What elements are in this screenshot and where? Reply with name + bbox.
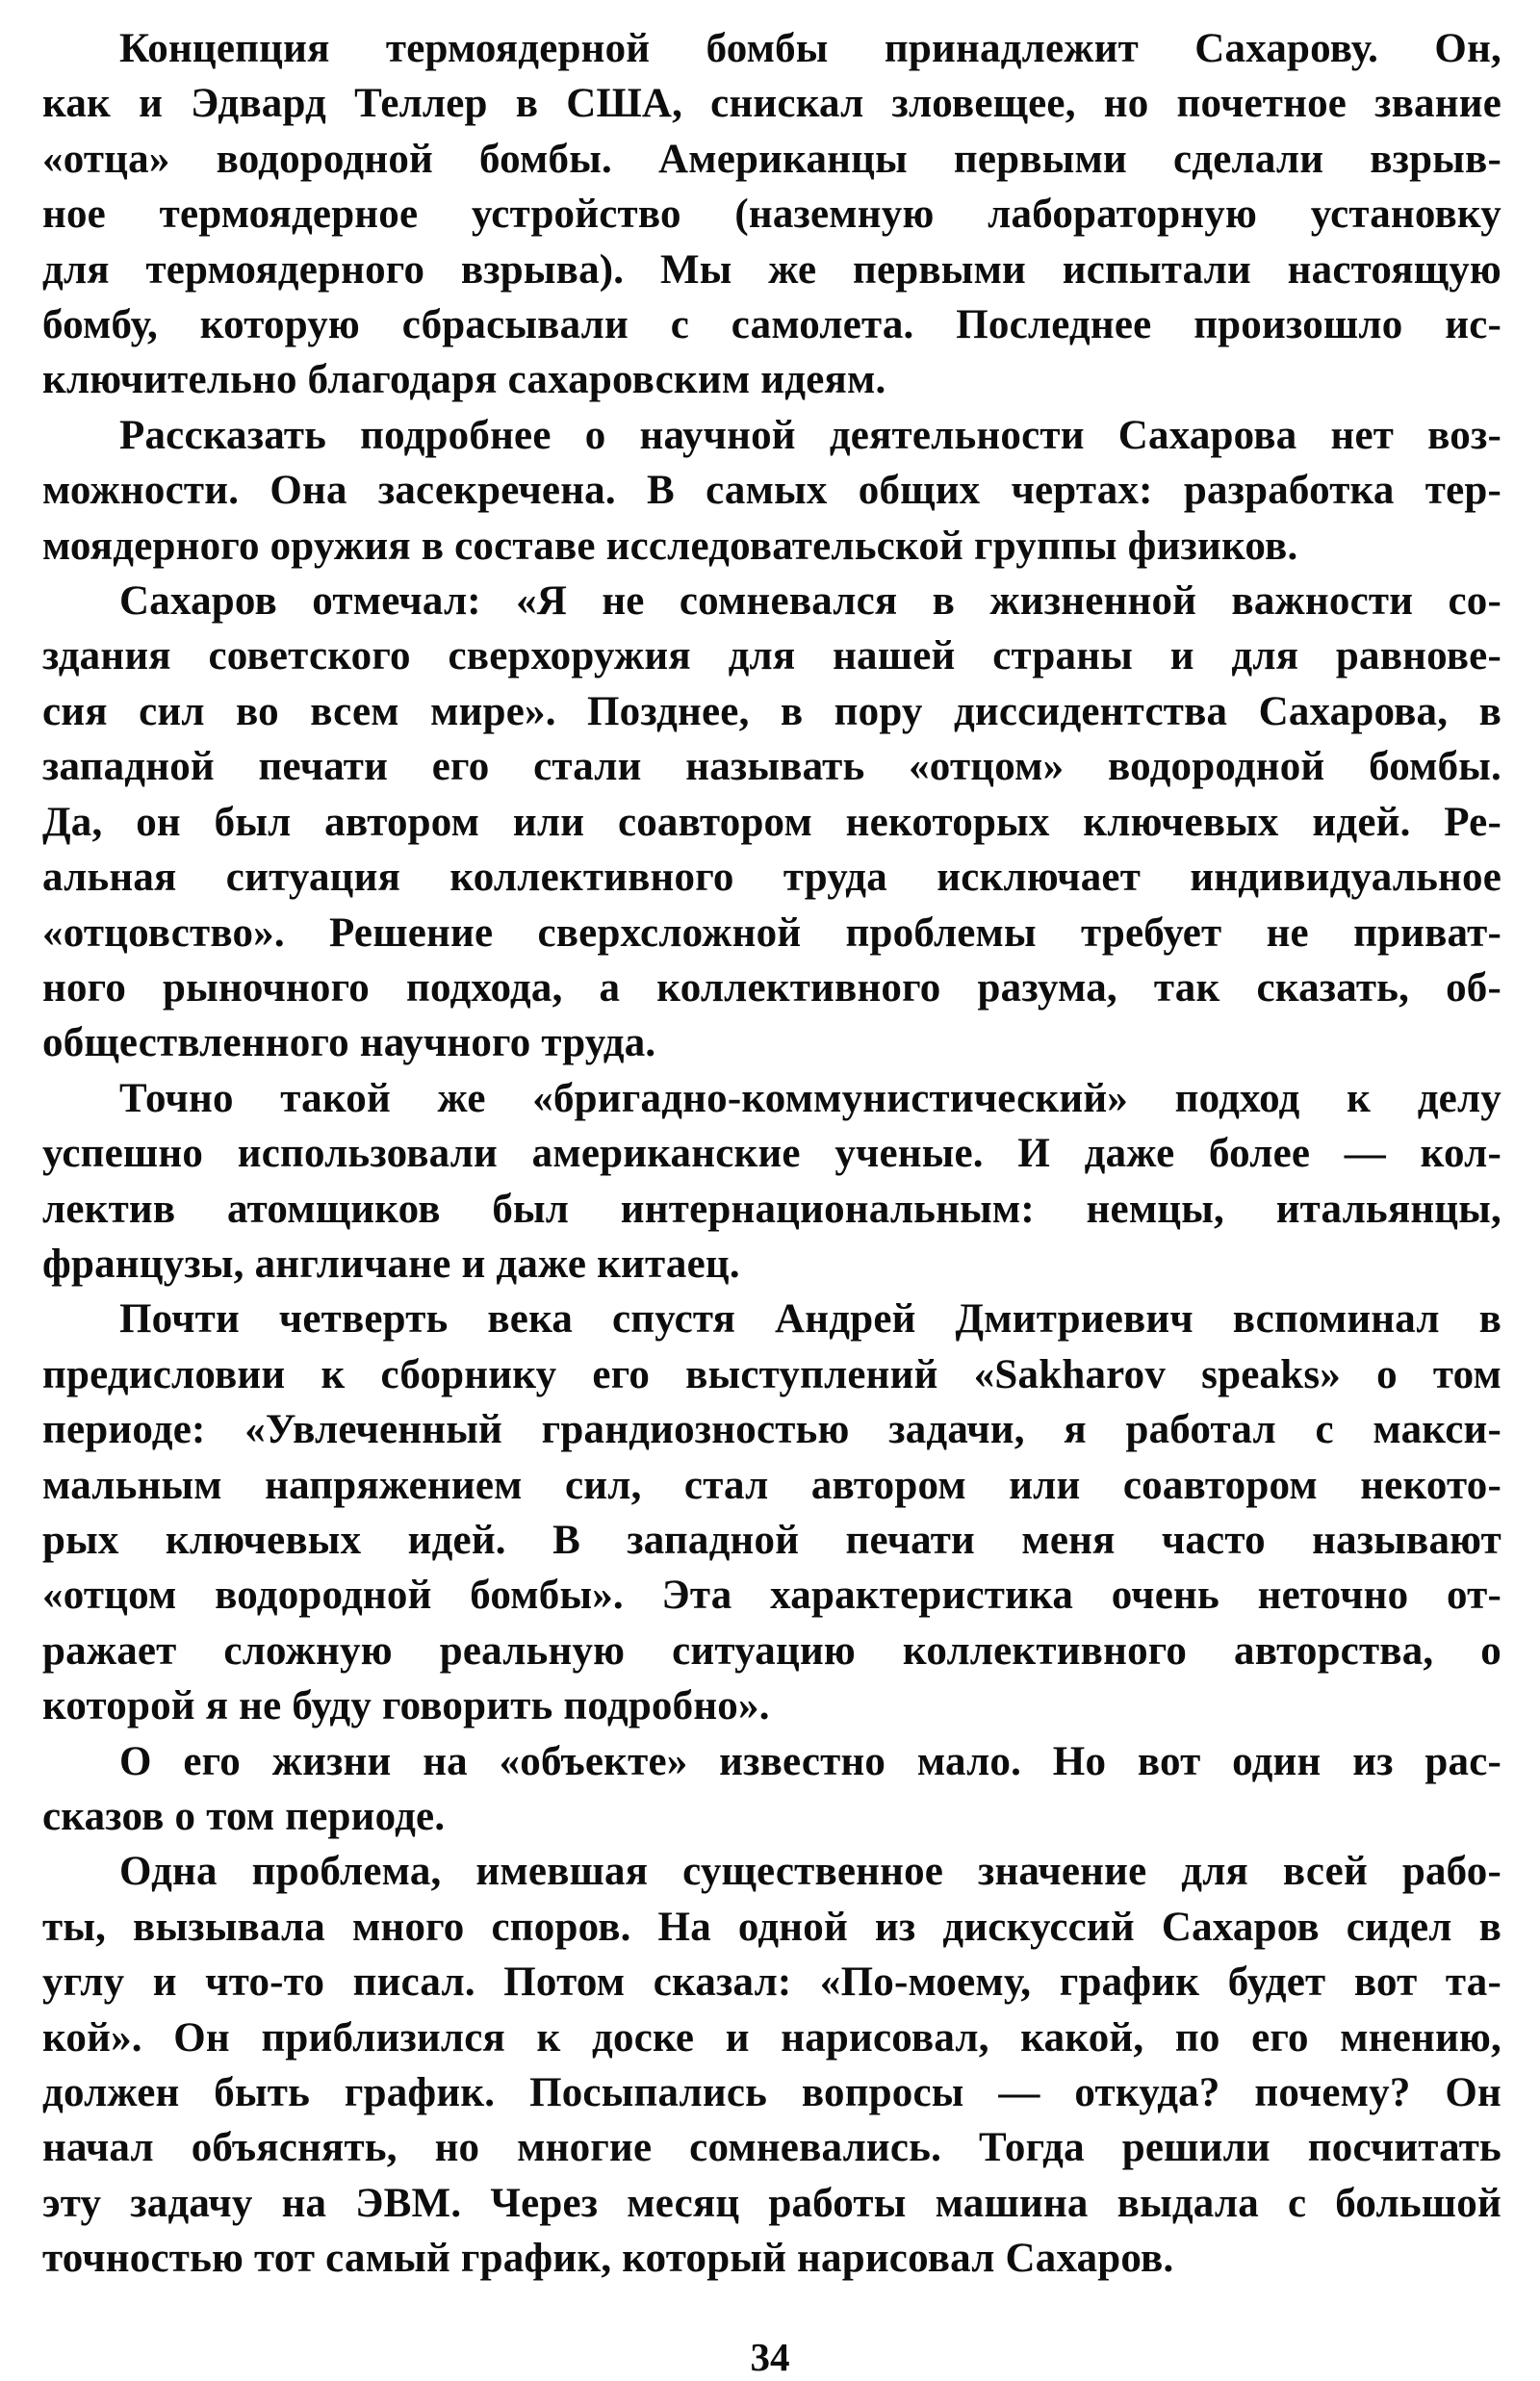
paragraph	[42, 1734, 1502, 1845]
text-line: Да, он был автором или соавтором некоторых ключевых идей. Ре-	[42, 799, 1502, 845]
text-line: французы, англичане и даже китаец.	[42, 1241, 740, 1287]
text-line: лектив атомщиков был интернациональным: немцы, итальянцы,	[42, 1186, 1502, 1232]
text-line: должен быть график. Посыпались вопросы — откуда? почему? Он	[42, 2070, 1502, 2116]
text-line: О его жизни на «объекте» известно мало. Но вот один из рас-	[119, 1738, 1502, 1784]
page-number: 34	[750, 2334, 790, 2379]
text-line: ражает сложную реальную ситуацию коллективного авторства, о	[42, 1627, 1502, 1674]
text-line: для термоядерного взрыва). Мы же первыми испытали настоящую	[42, 246, 1502, 293]
text-line: точностью тот самый график, который нарисовал Сахаров.	[42, 2236, 1174, 2282]
text-line: мальным напряжением сил, стал автором или соавтором некото-	[42, 1462, 1502, 1508]
text-line: кой». Он приблизился к доске и нарисовал, какой, по его мнению,	[42, 2014, 1502, 2061]
text-line: моядерного оружия в составе исследовательской группы физиков.	[42, 523, 1298, 569]
text-line: Точно такой же «бригадно-коммунистический» подход к делу	[119, 1075, 1502, 1121]
paragraph	[42, 1844, 1502, 2286]
text-line: предисловии к сборнику его выступлений «Sakharov speaks» о том	[42, 1351, 1502, 1397]
text-line: бомбу, которую сбрасывали с самолета. Последнее произошло ис-	[42, 302, 1502, 348]
text-line: можности. Она засекречена. В самых общих чертах: разработка тер-	[42, 468, 1502, 514]
text-line: ное термоядерное устройство (наземную лабораторную установку	[42, 192, 1502, 238]
text-line: здания советского сверхоружия для нашей страны и для равнове-	[42, 633, 1502, 679]
text-line: как и Эдвард Теллер в США, снискал зловещее, но почетное звание	[42, 81, 1502, 127]
text-line: Рассказать подробнее о научной деятельности Сахарова нет воз-	[119, 412, 1502, 458]
text-line: успешно использовали американские ученые. И даже более — кол-	[42, 1131, 1502, 1177]
text-line: Одна проблема, имевшая существенное значение для всей рабо-	[119, 1849, 1502, 1895]
text-line: ключительно благодаря сахаровским идеям.	[42, 357, 886, 403]
text-line: эту задачу на ЭВМ. Через месяц работы машина выдала с большой	[42, 2180, 1502, 2226]
text-line: начал объяснять, но многие сомневались. Тогда решили посчитать	[42, 2125, 1502, 2171]
text-line: сия сил во всем мире». Позднее, в пору диссидентства Сахарова, в	[42, 688, 1502, 734]
text-line: альная ситуация коллективного труда исключает индивидуальное	[42, 855, 1502, 901]
text-line: рых ключевых идей. В западной печати меня часто называют	[42, 1517, 1502, 1563]
text-line: «отцом водородной бомбы». Эта характеристика очень неточно от-	[42, 1573, 1502, 1619]
text-line: Концепция термоядерной бомбы принадлежит Сахарову. Он,	[119, 26, 1502, 71]
text-line: Почти четверть века спустя Андрей Дмитриевич вспоминал в	[119, 1296, 1502, 1343]
text-line: углу и что-то писал. Потом сказал: «По-моему, график будет вот та-	[42, 1959, 1502, 2006]
text-line: западной печати его стали называть «отцом» водородной бомбы.	[42, 744, 1502, 790]
text-line: «отца» водородной бомбы. Американцы первыми сделали взрыв-	[42, 136, 1502, 182]
text-line: ты, вызывала много споров. На одной из дискуссий Сахаров сидел в	[42, 1904, 1502, 1950]
text-line: которой я не буду говорить подробно».	[42, 1683, 770, 1729]
text-line: ного рыночного подхода, а коллективного разума, так сказать, об-	[42, 964, 1502, 1011]
paragraph	[42, 574, 1502, 1071]
text-line: «отцовство». Решение сверхсложной проблемы требует не приват-	[42, 909, 1502, 956]
text-line: Сахаров отмечал: «Я не сомневался в жизненной важности со-	[119, 578, 1502, 625]
text-line: периоде: «Увлеченный грандиозностью задачи, я работал с макси-	[42, 1407, 1502, 1453]
paragraph	[42, 21, 1502, 408]
text-line: сказов о том периоде.	[42, 1794, 446, 1839]
paragraph	[42, 1071, 1502, 1293]
paragraph	[42, 408, 1502, 574]
paragraph	[42, 1292, 1502, 1733]
text-line: обществленного научного труда.	[42, 1020, 656, 1066]
